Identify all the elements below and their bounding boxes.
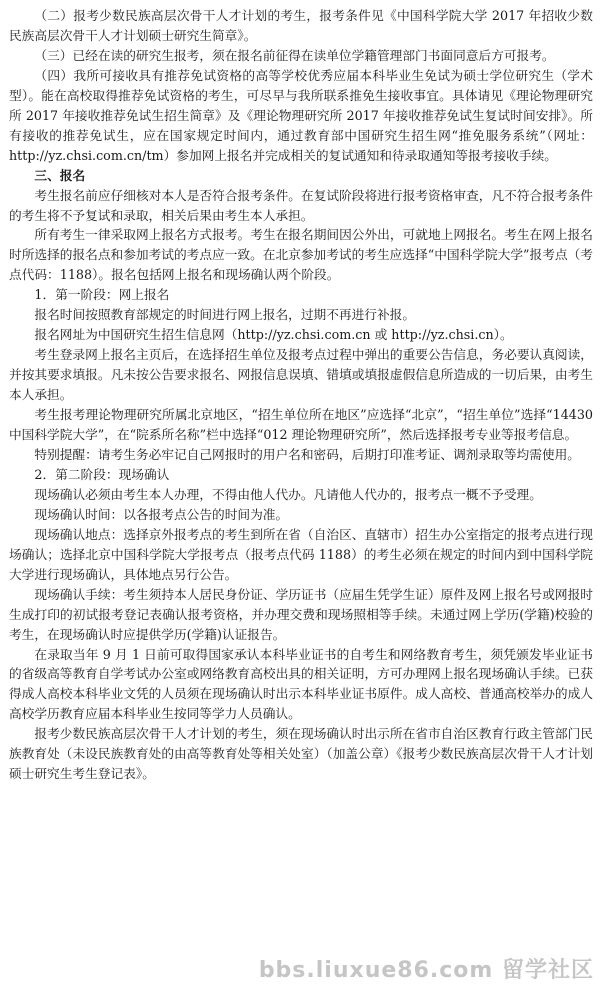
paragraph: 在录取当年 9 月 1 日前可取得国家承认本科毕业证书的自考生和网络教育考生，须凭颁发毕业证书的省级高等教育自学考试办公室或网络教育高校出具的相关证明，方可办理网上报名现场确认手续。已获得成人高校本科毕业文凭的人员须在现场确认时出示本科毕业证书原件。成人高校、普通高校举办的成人高校学历教育应届本科毕业生按同等学力人员确认。 — [9, 646, 593, 722]
subheading-stage-1: 1．第一阶段：网上报名 — [34, 287, 170, 303]
paragraph-special-reminder: 特别提醒：请考生务必牢记自己网报时的用户名和密码，后期打印准考证、调剂录取等均需使用。 — [34, 446, 580, 462]
paragraph: 考生登录网上报名主页后，在选择招生单位及报考点过程中弹出的重要公告信息，务必要认真阅读，并按其要求填报。凡未按公告要求报名、网报信息误填、错填或填报虚假信息所造成的一切后果，由考生本人承担。 — [9, 347, 593, 403]
paragraph: 报名时间按照教育部规定的时间进行网上报名，过期不再进行补报。 — [34, 307, 416, 323]
subheading-stage-2: 2．第二阶段：现场确认 — [34, 466, 170, 482]
paragraph: 报考少数民族高层次骨干人才计划的考生，须在现场确认时出示所在省市自治区教育行政主管部门民族教育处（未设民族教育处的由高等教育处等相关处室）（加盖公章）《报考少数民族高层次骨干人才计划硕士研究生考生登记表》。 — [9, 726, 593, 782]
paragraph: 考生报名前应仔细核对本人是否符合报考条件。在复试阶段将进行报考资格审查，凡不符合报考条件的考生将不予复试和录取，相关后果由考生本人承担。 — [9, 187, 593, 223]
site-watermark: bbs.liuxue86.com 留学社区 — [258, 958, 594, 983]
paragraph-confirm-location: 现场确认地点：选择京外报考点的考生到所在省（自治区、直辖市）招生办公室指定的报考点进行现场确认；选择北京中国科学院大学报考点（报考点代码 1188）的考生必须在规定的时间内到中国科学院大学进行现场确认，具体地点另行公告。 — [9, 526, 593, 582]
paragraph-condition-3: （三）已经在读的研究生报考，须在报名前征得在读单位学籍管理部门书面同意后方可报考。 — [34, 47, 555, 63]
paragraph-confirm-time: 现场确认时间：以各报考点公告的时间为准。 — [34, 506, 289, 522]
paragraph: 考生报考理论物理研究所属北京地区，“招生单位所在地区”应选择“北京”，“招生单位”选择“14430 中国科学院大学”，在“院系所名称”栏中选择“012 理论物理研究所”，然后选择报考专业等报考信息。 — [9, 407, 593, 443]
paragraph-condition-4: （四）我所可接收具有推荐免试资格的高等学校优秀应届本科毕业生免试为硕士学位研究生（学术型）。能在高校取得推荐免试资格的考生，可尽早与我所联系推免生接收事宜。具体请见《理论物理研究所 2017 年接收推荐免试生招生简章》及《理论物理研究所 2017 年接收推荐免试生复试时间安排》。所有接收的推荐免试生，应在国家规定时间内，通过教育部中国研究生招生网“推免服务系统”（网址：http://yz.chsi.com.cn/tm）参加网上报名并完成相关的复试通知和待录取通知等报考接收手续。 — [9, 67, 593, 163]
section-heading-registration: 三、报名 — [34, 167, 86, 183]
paragraph: 所有考生一律采取网上报名方式报考。考生在报名期间因公外出，可就地上网报名。考生在网上报名时所选择的报名点和参加考试的考点应一致。在北京参加考试的考生应选择“中国科学院大学”报考点（考点代码：1188）。报名包括网上报名和现场确认两个阶段。 — [9, 227, 593, 283]
paragraph-confirm-procedure: 现场确认手续：考生须持本人居民身份证、学历证书（应届生凭学生证）原件及网上报名号或网报时生成打印的初试报考登记表确认报考资格，并办理交费和现场照相等手续。未通过网上学历(学籍)校验的考生，在现场确认时应提供学历(学籍)认证报告。 — [9, 586, 593, 642]
paragraph-condition-2: （二）报考少数民族高层次骨干人才计划的考生，报考条件见《中国科学院大学 2017 年招收少数民族高层次骨干人才计划硕士研究生简章》。 — [9, 8, 593, 43]
paragraph: 现场确认必须由考生本人办理，不得由他人代办。凡请他人代办的，报考点一概不予受理。 — [34, 486, 542, 502]
paragraph-registration-url: 报名网址为中国研究生招生信息网（http://yz.chsi.com.cn 或 http://yz.chsi.cn）。 — [34, 327, 513, 343]
